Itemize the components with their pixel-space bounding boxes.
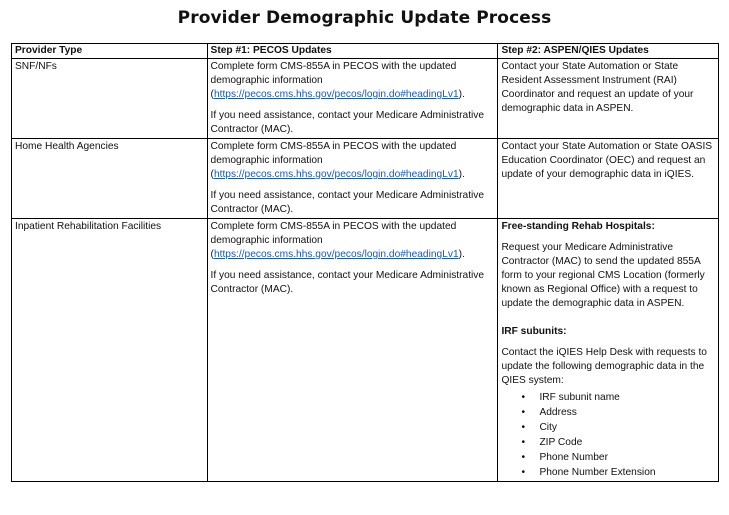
step1-instruction: Complete form CMS-855A in PECOS with the updated demographic information [210,141,457,166]
header-provider-type: Provider Type [12,44,208,59]
page-title: Provider Demographic Update Process [177,8,552,28]
subheading-free-standing: Free-standing Rehab Hospitals: [501,221,655,232]
step1-assist: If you need assistance, contact your Medicare Administrative Contractor (MAC). [210,270,485,295]
list-item: • Address [521,407,577,418]
list-item: • Phone Number [521,452,608,463]
header-step1: Step #1: PECOS Updates [207,44,498,59]
bullet-icon: • [521,452,526,463]
step2-cell: Contact your State Automation or State Resident Assessment Instrument (RAI) Coordinator and request an update of your demographic data in ASPEN. [498,59,719,139]
provider-update-table [11,43,719,482]
pecos-link[interactable]: https://pecos.cms.hhs.gov/pecos/login.do#headingLv1 [213,89,459,100]
step1-assist: If you need assistance, contact your Medicare Administrative Contractor (MAC). [210,110,485,135]
list-item: • IRF subunit name [521,392,620,403]
pecos-link[interactable]: https://pecos.cms.hhs.gov/pecos/login.do#headingLv1 [213,169,459,180]
step1-assist: If you need assistance, contact your Medicare Administrative Contractor (MAC). [210,190,485,215]
list-item: • City [521,422,557,433]
list-item: • ZIP Code [521,437,583,448]
bullet-icon: • [521,437,526,448]
step1-cell: Complete form CMS-855A in PECOS with the updated demographic information (https://pecos.cms.hhs.gov/pecos/login.do#headingLv1). If you need assistance, contact your Medicare Administrative Contractor (MAC). [207,219,498,482]
provider-type-cell: Home Health Agencies [12,139,208,219]
step1-instruction: Complete form CMS-855A in PECOS with the updated demographic information [210,61,457,86]
step2-cell: Contact your State Automation or State OASIS Education Coordinator (OEC) and request an update of your demographic data in iQIES. [498,139,719,219]
step1-cell: Complete form CMS-855A in PECOS with the updated demographic information (https://pecos.cms.hhs.gov/pecos/login.do#headingLv1). If you need assistance, contact your Medicare Administrative Contractor (MAC). [207,139,498,219]
bullet-icon: • [521,422,526,433]
bullet-icon: • [521,407,526,418]
provider-type-cell: SNF/NFs [12,59,208,139]
bullet-icon: • [521,467,526,478]
pecos-link[interactable]: https://pecos.cms.hhs.gov/pecos/login.do#headingLv1 [213,249,459,260]
table-header-row [12,44,719,59]
header-step2: Step #2: ASPEN/QIES Updates [498,44,719,59]
list-item: • Phone Number Extension [521,467,656,478]
step2-cell [498,219,719,482]
demographic-fields-list [501,390,714,480]
step1-cell: Complete form CMS-855A in PECOS with the updated demographic information (https://pecos.cms.hhs.gov/pecos/login.do#headingLv1). If you need assistance, contact your Medicare Administrative Contractor (MAC). [207,59,498,139]
subheading-irf-subunits: IRF subunits: [501,326,567,337]
table-row [12,219,719,482]
bullet-icon: • [521,392,526,403]
free-standing-text: Request your Medicare Administrative Contractor (MAC) to send the updated 855A form to your regional CMS Location (formerly known as Regional Office) with a request to update the demographic data in ASPEN. [501,242,705,309]
provider-type-cell: Inpatient Rehabilitation Facilities [12,219,208,482]
step1-instruction: Complete form CMS-855A in PECOS with the updated demographic information [210,221,457,246]
table-row [12,59,719,139]
table-row [12,139,719,219]
irf-subunits-text: Contact the iQIES Help Desk with requests to update the following demographic data in the QIES system: [501,347,707,386]
